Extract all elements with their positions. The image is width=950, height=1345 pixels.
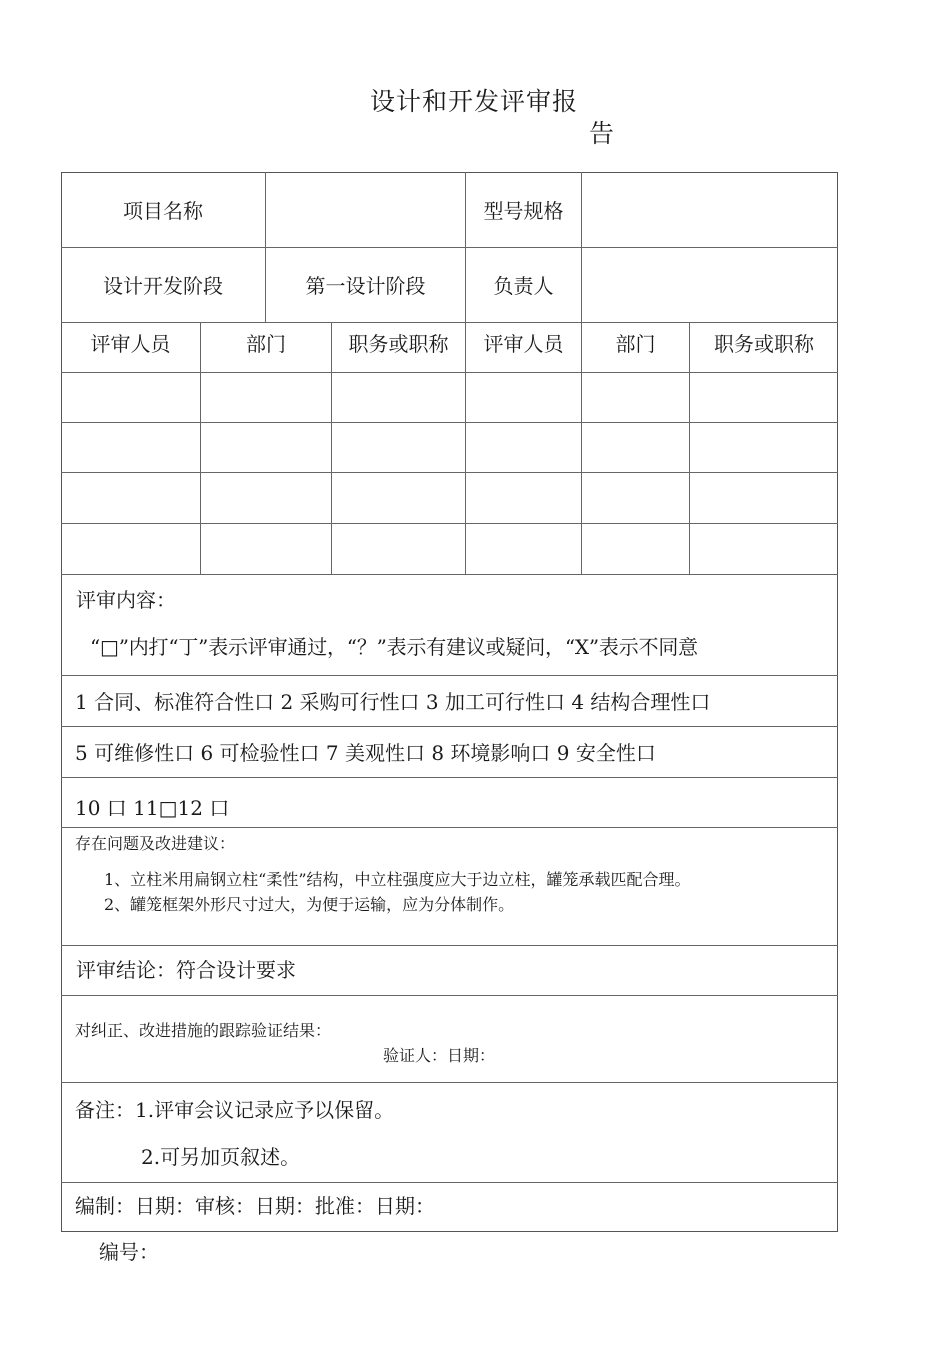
issues-label: 存在问题及改进建议：	[75, 834, 236, 853]
issue-item-1: 1、立柱米用扁钢立柱“柔性”结构，中立柱强度应大于边立柱，罐笼承载匹配合理。	[104, 870, 691, 889]
title-cell[interactable]	[690, 372, 838, 422]
review-content-label: 评审内容：	[76, 588, 176, 612]
column-header-reviewer: 评审人员	[483, 331, 564, 356]
department-cell[interactable]	[582, 422, 689, 472]
department-cell[interactable]	[582, 372, 689, 422]
row-divider	[61, 675, 838, 676]
review-conclusion: 评审结论：符合设计要求	[76, 958, 296, 982]
row-divider	[61, 574, 838, 575]
owner-field[interactable]	[582, 247, 838, 322]
title-cell[interactable]	[332, 422, 465, 472]
verification-signature: 验证人：日期：	[383, 1046, 496, 1065]
notes-line-2: 2.可另加页叙述。	[141, 1145, 301, 1169]
notes-line-1: 备注：1.评审会议记录应予以保留。	[75, 1098, 395, 1122]
reviewer-cell[interactable]	[466, 523, 581, 574]
title-line-1: 设计和开发评审报	[370, 87, 579, 116]
title-line-2: 告	[588, 119, 615, 148]
review-instruction: “□”内打“丁”表示评审通过，“？”表示有建议或疑问，“X”表示不同意	[90, 635, 698, 659]
title-cell[interactable]	[332, 523, 465, 574]
reviewer-cell[interactable]	[61, 472, 200, 523]
review-items-line-3[interactable]: 10 口 11□12 口	[75, 796, 230, 820]
review-items-line-1[interactable]: 1 合同、标准符合性口 2 采购可行性口 3 加工可行性口 4 结构合理性口	[75, 690, 711, 714]
title-cell[interactable]	[690, 523, 838, 574]
signoff-row: 编制：日期：审核：日期：批准：日期：	[75, 1194, 435, 1218]
model-label: 型号规格	[483, 199, 564, 223]
column-header-title: 职务或职称	[348, 331, 449, 356]
reviewer-cell[interactable]	[466, 372, 581, 422]
row-divider	[61, 995, 838, 996]
document-title	[370, 86, 615, 150]
column-header-title: 职务或职称	[714, 331, 814, 356]
row-divider	[61, 945, 838, 946]
owner-label: 负责人	[493, 274, 554, 298]
project-name-field[interactable]	[266, 172, 465, 247]
verification-label: 对纠正、改进措施的跟踪验证结果：	[75, 1021, 332, 1040]
row-divider	[61, 1082, 838, 1083]
department-cell[interactable]	[582, 523, 689, 574]
department-cell[interactable]	[201, 422, 331, 472]
document-number-label: 编号：	[99, 1240, 159, 1264]
reviewer-cell[interactable]	[466, 422, 581, 472]
row-divider	[61, 777, 838, 778]
review-items-line-2[interactable]: 5 可维修性口 6 可检验性口 7 美观性口 8 环境影响口 9 安全性口	[75, 741, 656, 765]
stage-field[interactable]: 第一设计阶段	[305, 274, 426, 298]
column-header-department: 部门	[615, 331, 656, 356]
title-cell[interactable]	[332, 472, 465, 523]
department-cell[interactable]	[201, 523, 331, 574]
issue-item-2: 2、罐笼框架外形尺寸过大，为便于运输，应为分体制作。	[104, 895, 515, 914]
title-cell[interactable]	[332, 372, 465, 422]
reviewer-cell[interactable]	[61, 372, 200, 422]
stage-label: 设计开发阶段	[103, 274, 223, 298]
reviewer-cell[interactable]	[61, 523, 200, 574]
department-cell[interactable]	[201, 472, 331, 523]
reviewer-cell[interactable]	[466, 472, 581, 523]
department-cell[interactable]	[582, 472, 689, 523]
row-divider	[61, 827, 838, 828]
reviewer-cell[interactable]	[61, 422, 200, 472]
row-divider	[61, 726, 838, 727]
title-cell[interactable]	[690, 472, 838, 523]
title-cell[interactable]	[690, 422, 838, 472]
column-header-reviewer: 评审人员	[90, 331, 171, 356]
model-field[interactable]	[582, 172, 838, 247]
department-cell[interactable]	[201, 372, 331, 422]
column-header-department: 部门	[246, 331, 286, 356]
row-divider	[61, 1182, 838, 1183]
project-name-label: 项目名称	[123, 199, 203, 223]
